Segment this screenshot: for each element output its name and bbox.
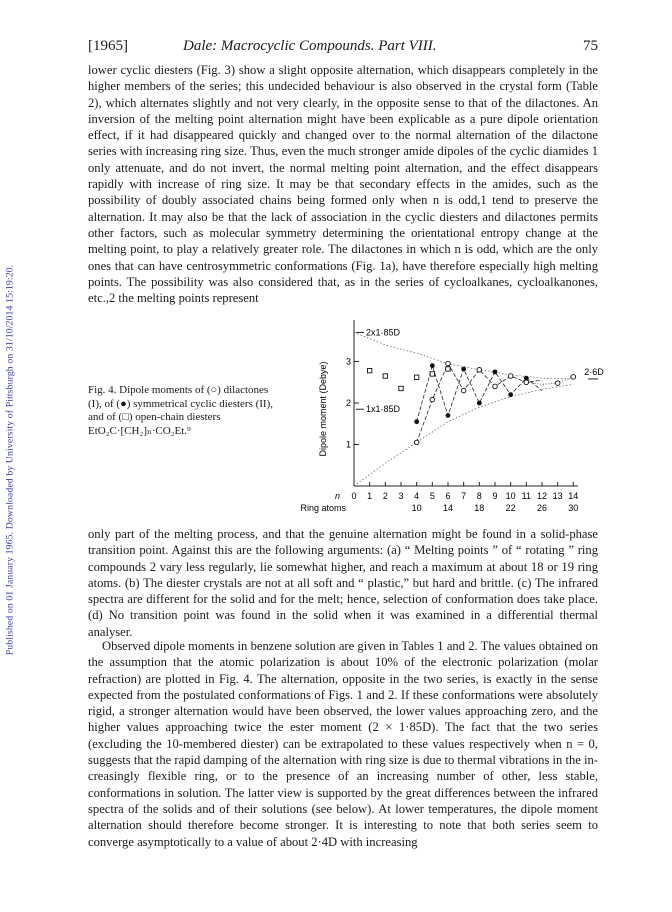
n-tick-label: 9	[492, 491, 498, 501]
open-chain-diester-point	[367, 368, 371, 372]
dilactone-point	[477, 368, 482, 373]
annotation-2x185D: 2x1·85D	[366, 327, 401, 338]
ring-atoms-tick-label: 10	[411, 503, 422, 513]
dilactone-point	[461, 388, 466, 393]
n-tick-label: 5	[429, 491, 435, 501]
y-tick-label: 3	[345, 356, 351, 367]
n-tick-label: 14	[568, 491, 579, 501]
n-tick-label: 3	[398, 491, 404, 501]
dilactone-point	[430, 397, 435, 402]
n-tick-label: 11	[521, 491, 531, 501]
ring-atoms-axis-label: Ring atoms	[300, 503, 346, 513]
header-title: Dale: Macrocyclic Compounds. Part VIII.	[183, 38, 437, 54]
dilactone-point	[555, 381, 560, 386]
envelope-curve	[354, 384, 573, 486]
cyclic-diester-point	[414, 419, 419, 424]
dilactone-point	[493, 384, 498, 389]
n-tick-label: 13	[552, 491, 563, 501]
y-tick-label: 1	[345, 439, 351, 450]
running-header	[88, 38, 598, 58]
n-tick-label: 12	[536, 491, 547, 501]
ring-atoms-tick-label: 26	[536, 503, 547, 513]
n-tick-label: 1	[367, 491, 373, 501]
cyclic-diester-point	[524, 376, 529, 381]
cyclic-diester-point	[508, 392, 513, 397]
cyclic-diester-point	[430, 363, 435, 368]
n-tick-label: 4	[414, 491, 420, 501]
cyclic-diester-point	[446, 413, 451, 418]
dilactone-point	[508, 374, 513, 379]
paragraph-3: Observed dipole moments in benzene solution are given in Tables 1 and 2. The values obtained on the assumption that the atomic polarization is about 10% of the electronic polarization (molar refraction) are plotted in Fig. 4. The alternation, opposite in the two series, is exactly in the sense expected from the postulated conformations of Figs. 1 and 2. If these conformations were absolutely rigid, a stronger alternation would have been observed, the lower values approaching zero, and the higher values approaching twice the ester moment (2 × 1·85D). The fact that the two series (excluding the 10-membered diester) can be extrapolated to these values respectively when n = 0, suggests that the rapid damping of the alternation with ring size is due to thermal vibrations in the in-creasingly flexible ring, or to the presence of an increasing number of other, less stable, conformations in solution. The latter view is supported by the great differences between the infrared spectra of the solids and of their solutions (see below). At lower temperatures, the dipole moment alternation should therefore become stronger. It is interesting to note that both series seem to converge asymptotically to a value of about 2·4D with increasing	[88, 639, 598, 849]
dilactone-point	[414, 440, 419, 445]
n-tick-label: 6	[445, 491, 451, 501]
header-year: [1965]	[88, 38, 128, 54]
dilactone-point	[524, 380, 529, 385]
annotation-2-6D: 2·6D	[584, 366, 604, 377]
ring-atoms-tick-label: 14	[442, 503, 453, 513]
figure-caption: Fig. 4. Dipole moments of (○) dilactones (I), of (●) symmetrical cyclic diesters (II), and of (□) open-chain diesters EtO₂C·[CH₂]ₙ·CO₂Et.⁹	[88, 384, 274, 437]
annotation-1x185D: 1x1·85D	[366, 404, 401, 415]
cyclic-diester-point	[461, 367, 466, 372]
download-stamp	[2, 160, 18, 760]
open-chain-diester-point	[383, 374, 387, 378]
paragraph-2: only part of the melting process, and that the genuine alternation might be found in a solid-phase transition point. Against this are the following arguments: (a) “ Melting points ” of “ rotating ” ring compounds 2 vary less regularly, lie somewhat higher, and reach a maximum at about 18 or 19 ring atoms. (b) The diester crystals are not at all soft and “ plastic,” but hard and brittle. (c) The infrared spectra are different for the solid and for the melt; hence, selection of conformation does take place. (d) No transition point was found in the solid when it was examined in a differential thermal analyser.	[88, 527, 598, 639]
ring-atoms-tick-label: 30	[568, 503, 579, 513]
n-tick-label: 10	[505, 491, 516, 501]
y-axis-label: Dipole moment (Debye)	[318, 361, 328, 457]
cyclic-diester-point	[477, 401, 482, 406]
n-tick-label: 0	[351, 491, 357, 501]
dilactone-point	[571, 375, 576, 380]
ring-atoms-tick-label: 18	[474, 503, 485, 513]
alternation-line	[417, 366, 542, 422]
y-tick-label: 2	[345, 398, 351, 408]
n-axis-label: n	[334, 491, 340, 501]
open-chain-diester-point	[414, 375, 418, 379]
n-tick-label: 7	[461, 491, 467, 501]
open-chain-diester-point	[399, 386, 403, 390]
paragraph-1: lower cyclic diesters (Fig. 3) show a slight opposite alternation, which disappears completely in the higher members of the series; this undecided behaviour is also observed in the crystal form (Table 2), which alternates slightly and not very clearly, in the opposite sense to that of the dilactones. An inversion of the melting point alternation might have been explicable as a pure dipole orientation effect, if it had disappeared quickly and changed over to the normal alternation of the dilactone series with increasing ring size. Thus, even the much stronger amide dipoles of the cyclic diamides 1 only attenuate, and do not invert, the normal melting point alternation, and the effect disappears rapidly with increase of ring size. It may be that secondary effects in the amides, such as the possibility of doubly associated chains being formed only when n is odd,1 tend to preserve the alternation. It may also be that the lack of association in the cyclic diesters and dilactones permits other factors, such as molecular symmetry determining the orientational entropy change at the melting point, to play a relatively greater role. The dilactones in which n is odd, which are the only ones that can have centrosymmetric conformations (Fig. 1a), have therefore especially high melting points. The possibility was also considered that, as in the series of cycloalkanes, cycloalkanones, etc.,2 the melting points represent	[88, 63, 598, 306]
n-tick-label: 8	[476, 491, 482, 501]
ring-atoms-tick-label: 22	[505, 503, 516, 513]
n-tick-label: 2	[382, 491, 388, 501]
open-chain-diester-point	[446, 367, 450, 371]
envelope-curve	[354, 332, 573, 378]
open-chain-diester-point	[430, 372, 434, 376]
cyclic-diester-point	[493, 369, 498, 374]
download-stamp-text: Published on 01 January 1965. Downloaded by University of Pittsburgh on 31/10/2014 15:19:20.	[4, 264, 16, 656]
page-number: 75	[583, 38, 598, 54]
dilactone-point	[446, 361, 451, 366]
figure-4-chart	[300, 312, 610, 532]
